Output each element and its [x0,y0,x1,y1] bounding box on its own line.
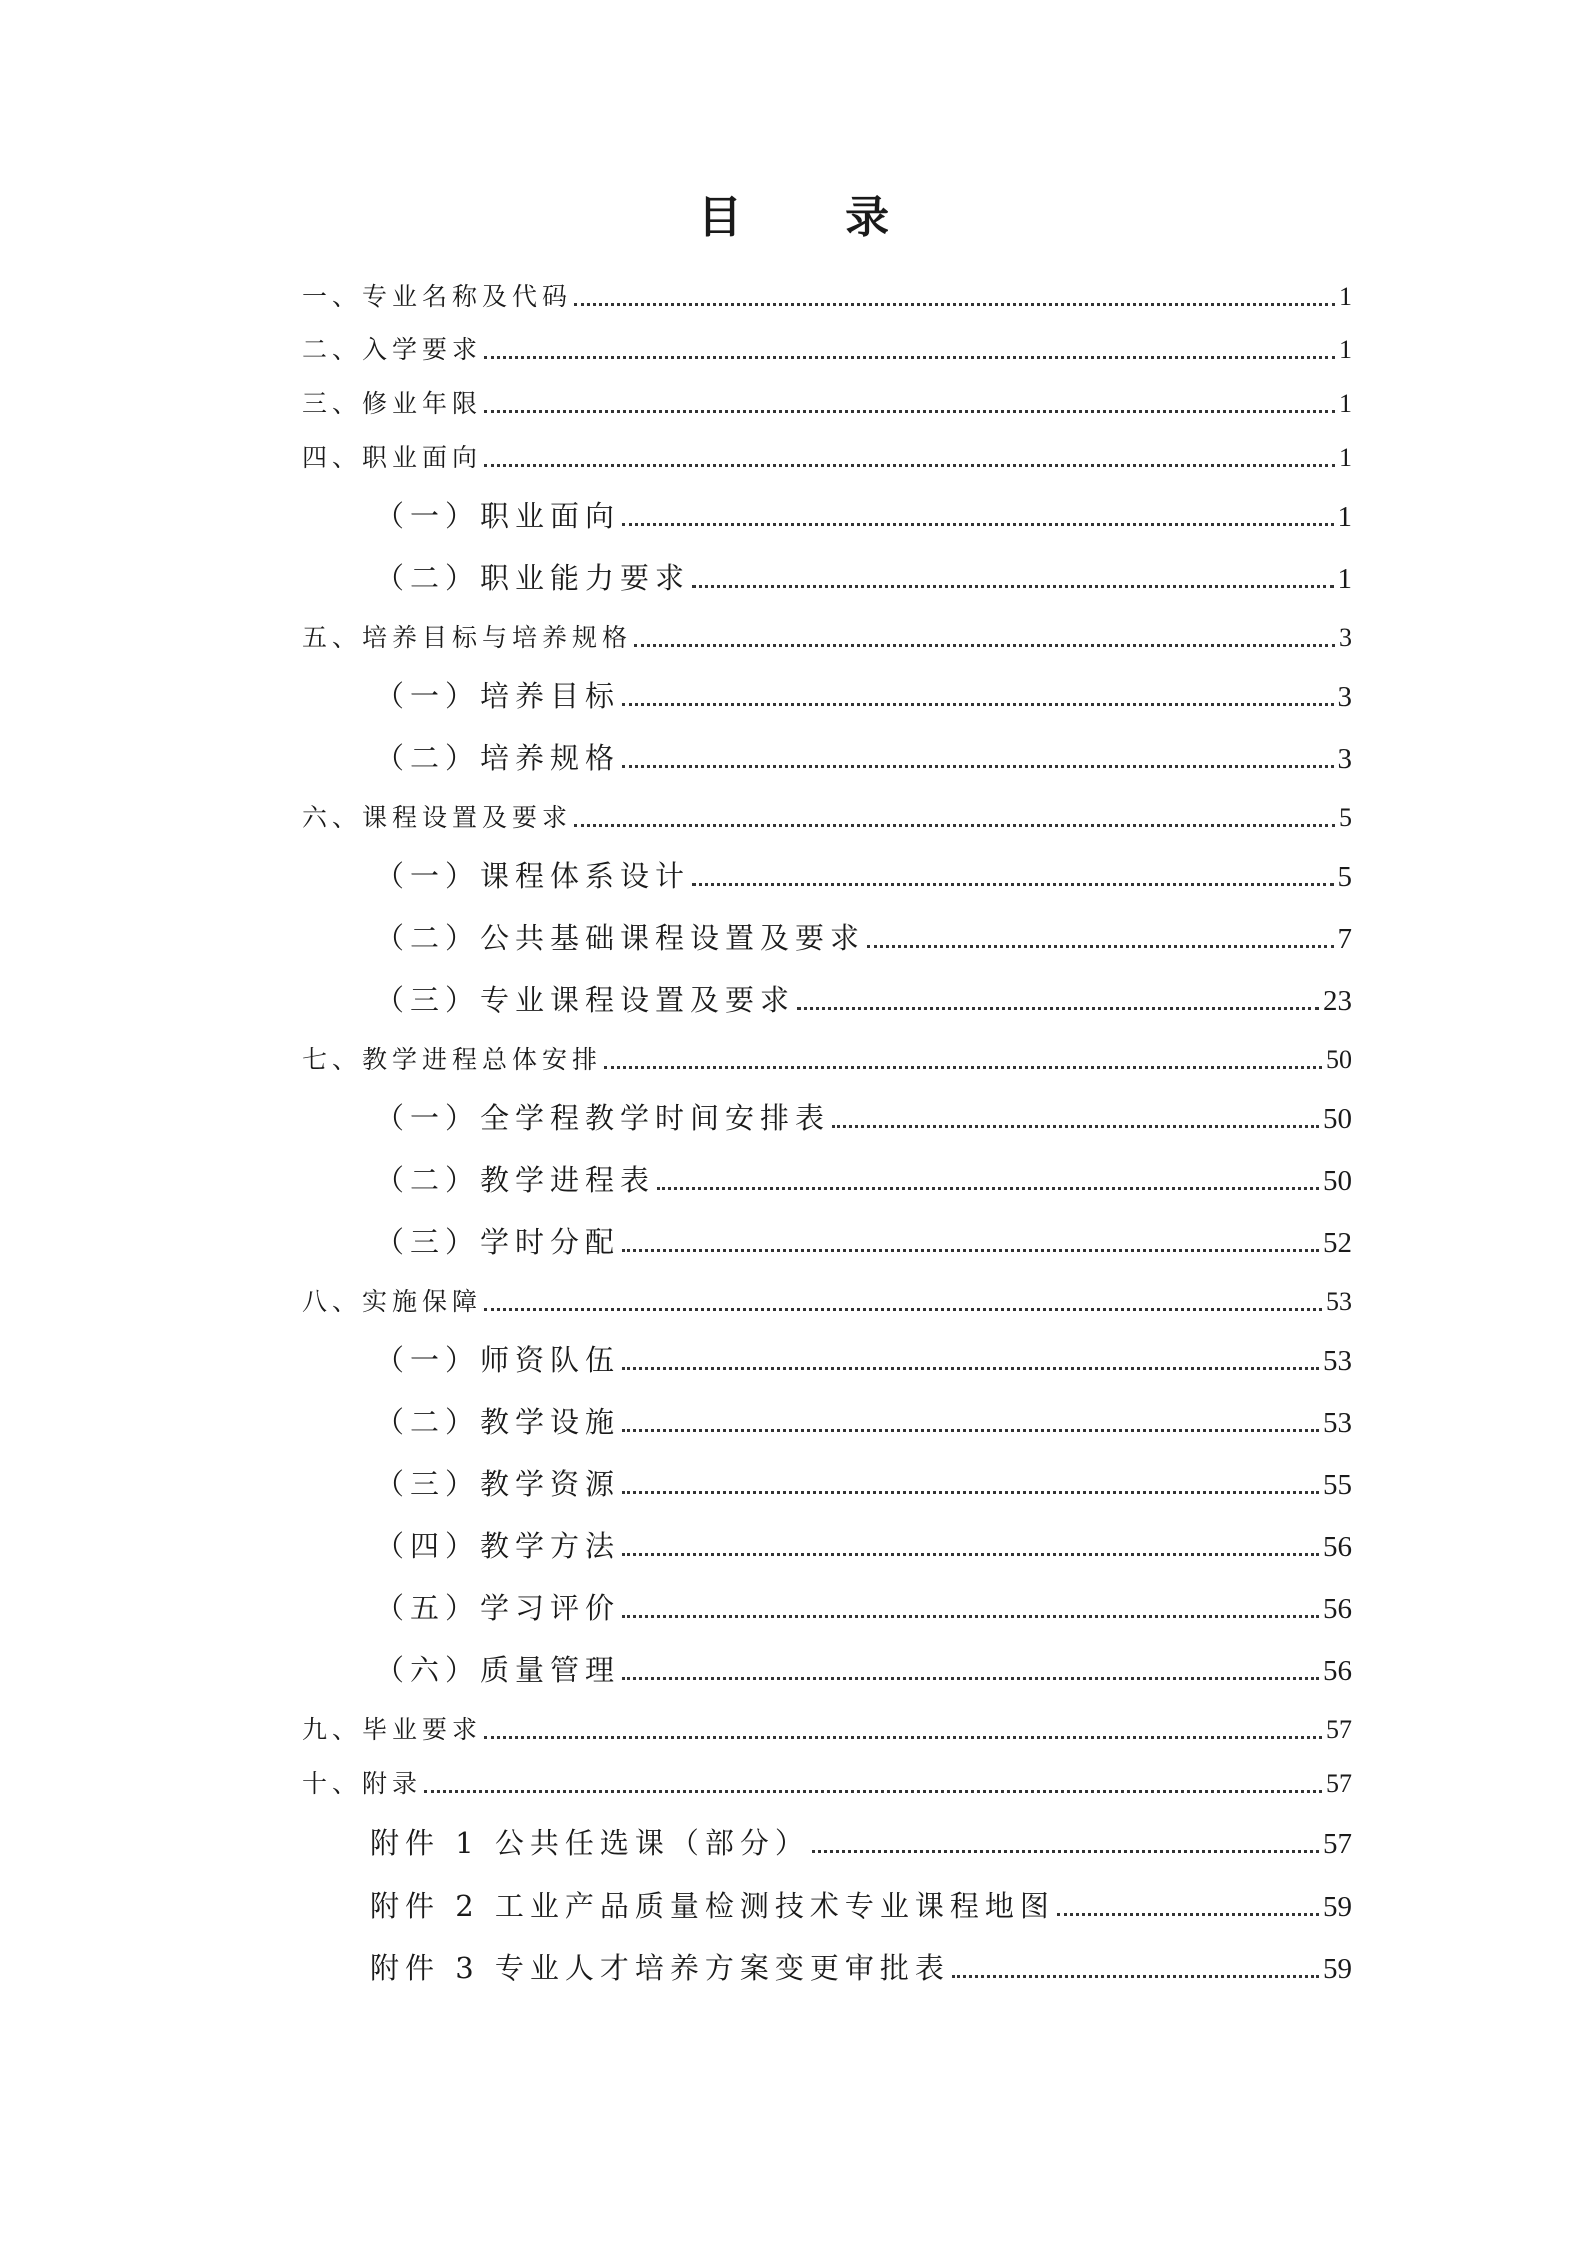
toc-entry-label: （一）师资队伍 [375,1343,621,1377]
toc-entry-page-number: 53 [1326,1287,1352,1316]
toc-entry-label: 附件 1 公共任选课（部分） [370,1826,810,1860]
toc-title: 目 录 [697,192,934,243]
toc-entry-page-number: 3 [1337,681,1352,713]
toc-entry-section[interactable] [375,1649,1352,1691]
toc-entry-page-number: 1 [1337,563,1352,595]
toc-dot-leader [622,703,1333,706]
toc-entry-page-number: 59 [1323,1891,1352,1923]
toc-entry-section[interactable] [375,917,1352,959]
toc-entry-page-number: 57 [1326,1715,1352,1744]
toc-dot-leader [484,410,1335,413]
toc-entry-chapter[interactable] [302,279,1352,315]
toc-dot-leader [622,1677,1319,1680]
toc-entry-label: （三）专业课程设置及要求 [375,983,796,1017]
toc-entry-page-number: 23 [1323,985,1352,1017]
toc-dot-leader [484,464,1335,467]
toc-entry-section[interactable] [375,1339,1352,1381]
toc-entry-label: 七、教学进程总体安排 [302,1045,603,1074]
toc-entry-label: 六、课程设置及要求 [302,803,573,832]
toc-entry-page-number: 1 [1339,443,1352,472]
toc-entry-section[interactable] [375,557,1352,599]
toc-entry-chapter[interactable] [302,332,1352,368]
toc-dot-leader [952,1975,1319,1978]
toc-entry-appendix[interactable] [370,1947,1352,1989]
toc-entry-chapter[interactable] [302,1284,1352,1320]
toc-entry-label: 十、附录 [302,1769,423,1798]
toc-dot-leader [622,1429,1319,1432]
toc-entry-page-number: 1 [1339,282,1352,311]
toc-entry-section[interactable] [375,1401,1352,1443]
toc-entry-section[interactable] [375,979,1352,1021]
toc-entry-section[interactable] [375,1525,1352,1567]
toc-entry-section[interactable] [375,1587,1352,1629]
toc-dot-leader [424,1790,1322,1793]
toc-entry-section[interactable] [375,495,1352,537]
toc-entry-label: （一）职业面向 [375,499,621,533]
toc-entry-label: （二）培养规格 [375,741,621,775]
toc-entry-page-number: 53 [1323,1345,1352,1377]
toc-entry-label: 附件 3 专业人才培养方案变更审批表 [370,1951,950,1985]
toc-entry-page-number: 53 [1323,1407,1352,1439]
toc-entry-page-number: 50 [1326,1045,1352,1074]
toc-entry-page-number: 1 [1339,389,1352,418]
toc-entry-section[interactable] [375,1221,1352,1263]
toc-entry-label: （三）学时分配 [375,1225,621,1259]
toc-entry-page-number: 59 [1323,1953,1352,1985]
toc-entry-page-number: 57 [1323,1828,1352,1860]
toc-dot-leader [574,303,1335,306]
toc-dot-leader [622,1367,1319,1370]
toc-entry-section[interactable] [375,737,1352,779]
toc-entry-page-number: 1 [1337,501,1352,533]
toc-entry-chapter[interactable] [302,1766,1352,1802]
toc-entry-label: （一）全学程教学时间安排表 [375,1101,831,1135]
toc-dot-leader [1057,1913,1319,1916]
toc-entry-page-number: 1 [1339,335,1352,364]
toc-entry-label: 一、专业名称及代码 [302,282,573,311]
toc-entry-page-number: 56 [1323,1655,1352,1687]
toc-dot-leader [657,1187,1319,1190]
toc-dot-leader [484,356,1335,359]
toc-entry-section[interactable] [375,1097,1352,1139]
toc-entry-label: 二、入学要求 [302,335,483,364]
toc-dot-leader [484,1736,1322,1739]
toc-entry-label: （一）课程体系设计 [375,859,691,893]
toc-dot-leader [692,883,1333,886]
toc-entry-label: （四）教学方法 [375,1529,621,1563]
toc-dot-leader [692,585,1333,588]
toc-entry-appendix[interactable] [370,1822,1352,1864]
toc-entry-page-number: 50 [1323,1165,1352,1197]
toc-entry-chapter[interactable] [302,1042,1352,1078]
toc-entry-chapter[interactable] [302,440,1352,476]
toc-entry-label: （五）学习评价 [375,1591,621,1625]
toc-entry-page-number: 57 [1326,1769,1352,1798]
toc-entry-page-number: 7 [1337,923,1352,955]
toc-entry-label: 五、培养目标与培养规格 [302,623,633,652]
toc-dot-leader [484,1308,1322,1311]
toc-entry-chapter[interactable] [302,1712,1352,1748]
toc-dot-leader [622,765,1333,768]
toc-entry-label: （二）教学设施 [375,1405,621,1439]
toc-dot-leader [622,1553,1319,1556]
toc-dot-leader [622,1615,1319,1618]
toc-dot-leader [622,1249,1319,1252]
toc-entry-label: （一）培养目标 [375,679,621,713]
toc-entry-page-number: 5 [1337,861,1352,893]
toc-entry-section[interactable] [375,855,1352,897]
toc-dot-leader [622,1491,1319,1494]
toc-entry-label: 三、修业年限 [302,389,483,418]
toc-entry-page-number: 52 [1323,1227,1352,1259]
toc-entry-chapter[interactable] [302,800,1352,836]
toc-entry-section[interactable] [375,1463,1352,1505]
toc-entry-label: 附件 2 工业产品质量检测技术专业课程地图 [370,1889,1055,1923]
toc-dot-leader [797,1007,1319,1010]
toc-entry-page-number: 55 [1323,1469,1352,1501]
toc-entry-page-number: 56 [1323,1593,1352,1625]
toc-entry-label: （二）职业能力要求 [375,561,691,595]
toc-entry-label: 八、实施保障 [302,1287,483,1316]
toc-dot-leader [634,644,1335,647]
toc-dot-leader [867,945,1333,948]
toc-dot-leader [622,523,1333,526]
toc-entry-page-number: 3 [1337,743,1352,775]
toc-entry-label: 四、职业面向 [302,443,483,472]
toc-entry-label: （二）公共基础课程设置及要求 [375,921,866,955]
toc-entry-section[interactable] [375,675,1352,717]
toc-entry-page-number: 56 [1323,1531,1352,1563]
toc-entry-page-number: 50 [1323,1103,1352,1135]
toc-entry-label: （二）教学进程表 [375,1163,656,1197]
toc-entry-label: （六）质量管理 [375,1653,621,1687]
toc-dot-leader [574,824,1335,827]
toc-entry-page-number: 3 [1339,623,1352,652]
toc-dot-leader [832,1125,1319,1128]
toc-entry-chapter[interactable] [302,386,1352,422]
toc-entry-page-number: 5 [1339,803,1352,832]
toc-entry-section[interactable] [375,1159,1352,1201]
toc-dot-leader [812,1850,1319,1853]
toc-entry-label: （三）教学资源 [375,1467,621,1501]
toc-dot-leader [604,1066,1322,1069]
toc-entry-label: 九、毕业要求 [302,1715,483,1744]
toc-entry-chapter[interactable] [302,620,1352,656]
toc-entry-appendix[interactable] [370,1885,1352,1927]
